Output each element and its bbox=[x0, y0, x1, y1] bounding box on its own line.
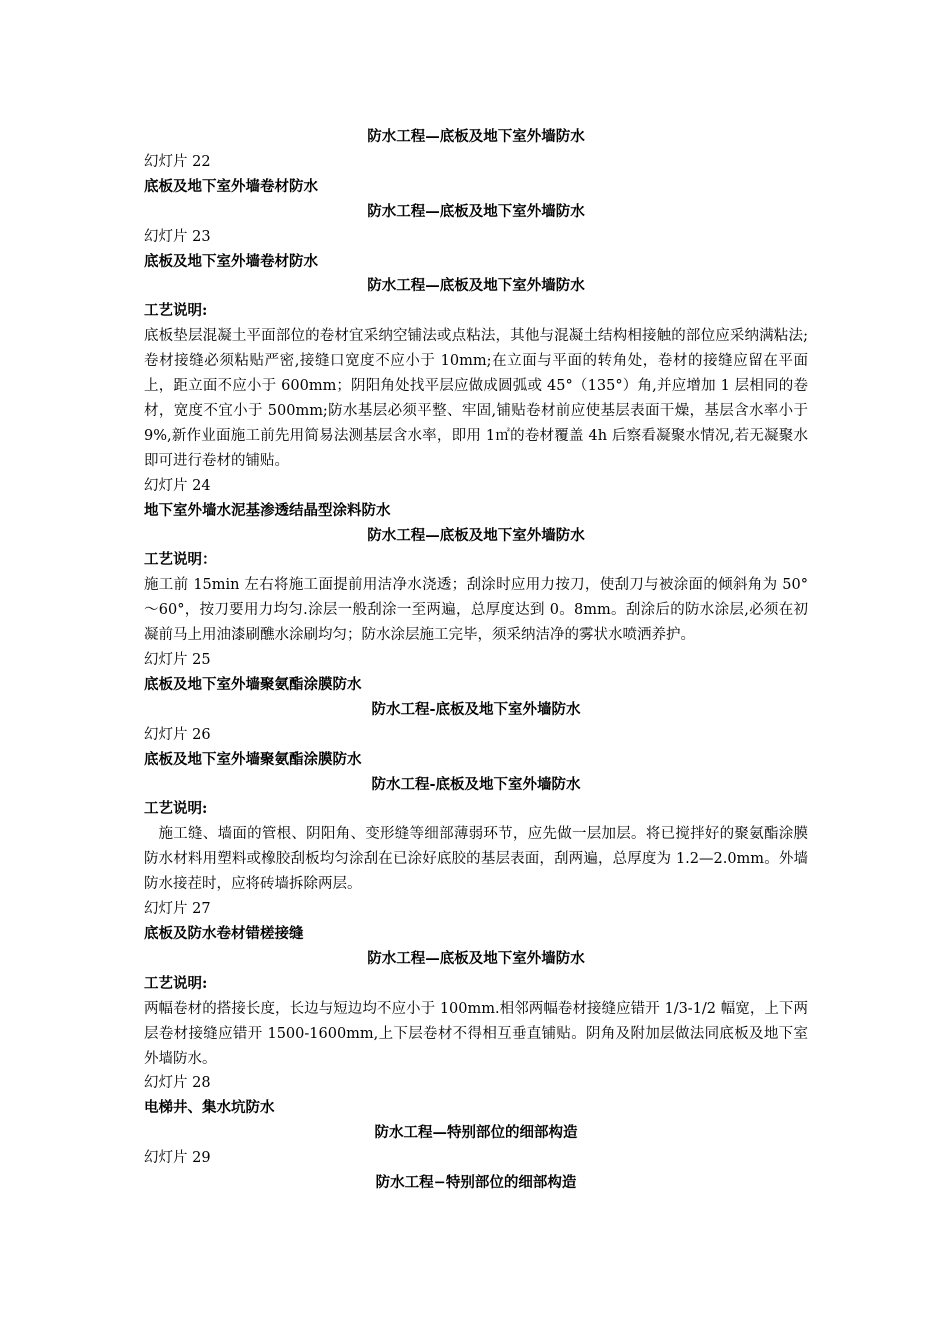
document-body bbox=[144, 125, 808, 1196]
body-paragraph: 两幅卷材的搭接长度，长边与短边均不应小于 100mm.相邻两幅卷材接缝应错开 1/3-1/2 幅宽，上下两层卷材接缝应错开 1500-1600mm,上下层卷材不得相互垂直铺贴。阴角及附加层做法同底板及地下室外墙防水。 bbox=[144, 1000, 808, 1067]
section-heading: 防水工程—底板及地下室外墙防水 bbox=[367, 202, 585, 220]
section-heading: 防水工程—底板及地下室外墙防水 bbox=[367, 277, 585, 295]
slide-title: 底板及地下室外墙卷材防水 bbox=[144, 252, 318, 270]
slide-label: 幻灯片 25 bbox=[144, 652, 211, 669]
slide-title: 工艺说明： bbox=[144, 551, 217, 569]
slide-label: 幻灯片 23 bbox=[144, 228, 211, 245]
section-heading: 防水工程—底板及地下室外墙防水 bbox=[367, 128, 585, 145]
section-heading: 防水工程—底板及地下室外墙防水 bbox=[367, 526, 585, 544]
slide-label: 幻灯片 22 bbox=[144, 153, 211, 170]
slide-label: 幻灯片 26 bbox=[144, 726, 211, 743]
section-heading: 防水工程−特别部位的细部构造 bbox=[375, 1174, 577, 1192]
slide-title: 底板及地下室外墙聚氨酯涂膜防水 bbox=[144, 750, 362, 768]
section-heading: 防水工程-底板及地下室外墙防水 bbox=[371, 700, 581, 718]
slide-title: 工艺说明: bbox=[144, 974, 208, 992]
slide-label: 幻灯片 29 bbox=[144, 1150, 211, 1167]
slide-title: 电梯井、集水坑防水 bbox=[144, 1099, 275, 1117]
section-heading: 防水工程—底板及地下室外墙防水 bbox=[367, 949, 585, 967]
slide-label: 幻灯片 27 bbox=[144, 901, 211, 918]
slide-title: 底板及地下室外墙卷材防水 bbox=[144, 177, 318, 195]
section-heading: 防水工程-底板及地下室外墙防水 bbox=[371, 775, 581, 793]
body-paragraph: 施工前 15min 左右将施工面提前用洁净水浇透；刮涂时应用力按刀，使刮刀与被涂面的倾斜角为 50°～60°，按刀要用力均匀.涂层一般刮涂一至两遍，总厚度达到 0。8mm。刮涂后的防水涂层,必须在初凝前马上用油漆刷醮水涂刷均匀；防水涂层施工完毕，须采纳洁净的雾状水喷洒养护。 bbox=[144, 577, 808, 644]
slide-title: 工艺说明: bbox=[144, 302, 208, 320]
section-heading: 防水工程—特别部位的细部构造 bbox=[374, 1124, 578, 1142]
slide-title: 地下室外墙水泥基渗透结晶型涂料防水 bbox=[144, 501, 391, 519]
slide-title: 底板及地下室外墙聚氨酯涂膜防水 bbox=[144, 675, 362, 693]
body-paragraph: 施工缝、墙面的管根、阴阳角、变形缝等细部薄弱环节，应先做一层加层。将已搅拌好的聚氨酯涂膜防水材料用塑料或橡胶刮板均匀涂刮在已涂好底胶的基层表面，刮两遍，总厚度为 1.2—2.0mm。外墙防水接茬时，应将砖墙拆除两层。 bbox=[144, 826, 808, 893]
body-paragraph: 底板垫层混凝土平面部位的卷材宜采纳空铺法或点粘法，其他与混凝土结构相接触的部位应采纳满粘法;卷材接缝必须粘贴严密,接缝口宽度不应小于 10mm;在立面与平面的转角处，卷材的接缝应留在平面上，距立面不应小于 600mm；阴阳角处找平层应做成圆弧或 45°（135°）角,并应增加 1 层相同的卷材，宽度不宜小于 500mm;防水基层必须平整、牢固,铺贴卷材前应使基层表面干燥，基层含水率小于 9%,新作业面施工前先用简易法测基层含水率，即用 1㎡的卷材覆盖 4h 后察看凝聚水情况,若无凝聚水即可进行卷材的铺贴。 bbox=[144, 328, 808, 469]
slide-title: 工艺说明: bbox=[144, 800, 208, 818]
slide-label: 幻灯片 28 bbox=[144, 1075, 211, 1092]
slide-title: 底板及防水卷材错槎接缝 bbox=[144, 925, 304, 942]
slide-label: 幻灯片 24 bbox=[144, 477, 211, 494]
